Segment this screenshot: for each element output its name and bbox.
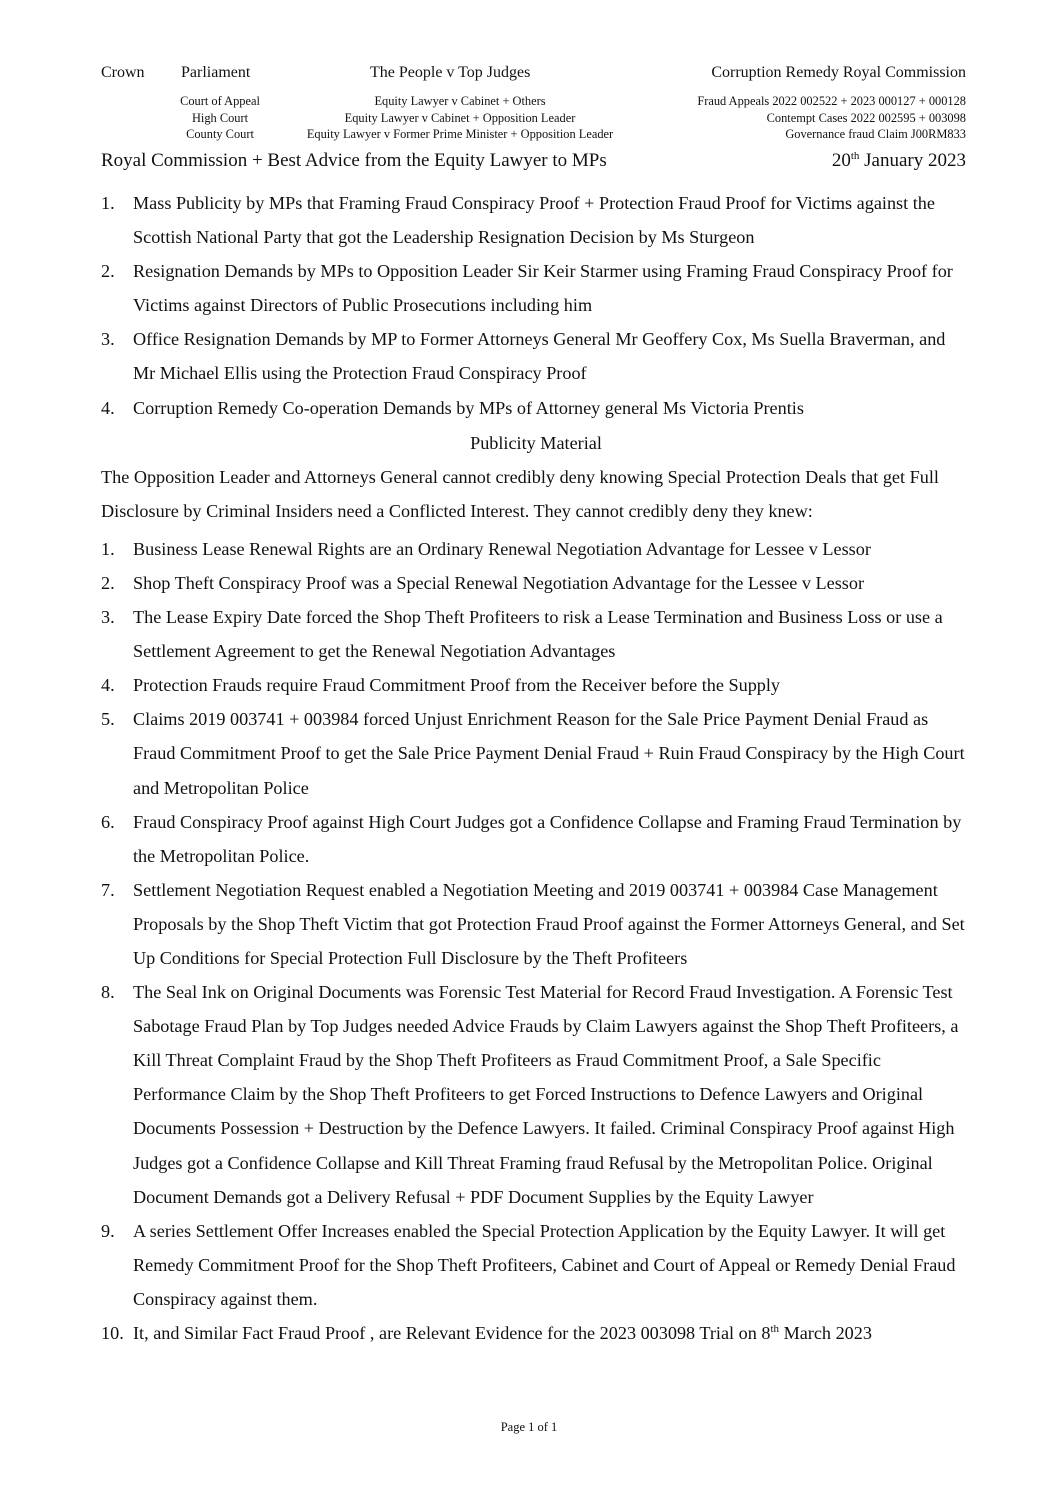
item-number: 1. xyxy=(101,538,115,559)
fact-item xyxy=(101,1316,971,1350)
item-number: 3. xyxy=(101,329,115,350)
date-rest: January 2023 xyxy=(859,150,966,171)
item-text: The Lease Expiry Date forced the Shop Theft Profiteers to risk a Lease Termination and Business Loss or use a Settlement Agreement to get the Renewal Negotiation Advantages xyxy=(133,607,943,662)
reference-line: Fraud Appeals 2022 002522 + 2023 000127 + 000128 xyxy=(697,94,966,108)
item-text: Business Lease Renewal Rights are an Ordinary Renewal Negotiation Advantage for Lessee v Lessor xyxy=(133,538,871,559)
item-text: Resignation Demands by MPs to Opposition Leader Sir Keir Starmer using Framing Fraud Conspiracy Proof for Victims against Directors of Public Prosecutions including him xyxy=(133,261,953,316)
document-title-row xyxy=(101,150,966,176)
item-text: Fraud Conspiracy Proof against High Court Judges got a Confidence Collapse and Framing Fraud Termination by the Metropolitan Police. xyxy=(133,811,962,866)
court-line: High Court xyxy=(191,110,249,125)
header-parliament: Parliament xyxy=(181,64,251,81)
reference-line: Contempt Cases 2022 002595 + 003098 xyxy=(766,110,966,125)
document-body xyxy=(101,186,971,1350)
item-text: A series Settlement Offer Increases enabled the Special Protection Application by the Equity Lawyer. It will get Remedy Commitment Proof for the Shop Theft Profiteers, Cabinet and Court of Appeal or Remedy Denial Fraud Conspiracy against them. xyxy=(133,1220,956,1309)
item-text: Shop Theft Conspiracy Proof was a Special Renewal Negotiation Advantage for the Lessee v Lessor xyxy=(133,572,865,593)
section-heading: Publicity Material xyxy=(470,432,602,453)
court-line: Court of Appeal xyxy=(180,94,260,108)
court-line: County Court xyxy=(186,127,254,141)
item-text: Settlement Negotiation Request enabled a Negotiation Meeting and 2019 003741 + 003984 Case Management Proposals by the Shop Theft Victim that got Protection Fraud Proof against the Former Attorneys General, and Set Up Conditions for Special Protection Full Disclosure by the Theft Profiteers xyxy=(133,879,965,968)
demand-item xyxy=(101,322,971,390)
fact-item xyxy=(101,702,971,804)
demands-list xyxy=(101,186,971,425)
fact-item xyxy=(101,873,971,975)
item-text: Office Resignation Demands by MP to Former Attorneys General Mr Geoffery Cox, Ms Suella Braverman, and Mr Michael Ellis using the Protection Fraud Conspiracy Proof xyxy=(133,329,946,384)
item-text: Mass Publicity by MPs that Framing Fraud Conspiracy Proof + Protection Fraud Proof for Victims against the Scottish National Party that got the Leadership Resignation Decision by Ms Sturgeon xyxy=(133,193,935,248)
case-line: Equity Lawyer v Former Prime Minister + Opposition Leader xyxy=(306,127,614,141)
demand-item xyxy=(101,254,971,322)
intro-paragraph: The Opposition Leader and Attorneys General cannot credibly deny knowing Special Protection Deals that get Full Disclosure by Criminal Insiders need a Conflicted Interest. They cannot credibly deny they knew: xyxy=(101,466,939,521)
item-number: 2. xyxy=(101,261,115,282)
item-text-after: March 2023 xyxy=(779,1323,872,1343)
header-crown: Crown xyxy=(101,64,145,81)
fact-item xyxy=(101,1214,971,1316)
document-title: Royal Commission + Best Advice from the Equity Lawyer to MPs xyxy=(101,150,607,171)
item-number: 4. xyxy=(101,675,115,696)
date-day: 20 xyxy=(831,150,851,171)
fact-item xyxy=(101,566,971,600)
item-number: 10. xyxy=(101,1323,124,1343)
reference-line: Governance fraud Claim J00RM833 xyxy=(785,127,966,141)
item-number: 6. xyxy=(101,811,115,832)
case-line: Equity Lawyer v Cabinet + Opposition Leader xyxy=(344,110,576,125)
item-number: 8. xyxy=(101,982,115,1003)
item-text xyxy=(133,1323,872,1343)
header-people-v-judges: The People v Top Judges xyxy=(370,64,531,81)
item-text-before: It, and Similar Fact Fraud Proof , are Relevant Evidence for the 2023 003098 Trial on 8 xyxy=(133,1323,771,1343)
header-courts xyxy=(160,93,280,143)
item-number: 3. xyxy=(101,607,115,628)
facts-list xyxy=(101,532,971,1350)
ordinal-suffix: th xyxy=(770,1323,780,1335)
item-number: 7. xyxy=(101,879,115,900)
item-text: Corruption Remedy Co-operation Demands by MPs of Attorney general Ms Victoria Prentis xyxy=(133,397,804,418)
fact-item xyxy=(101,668,971,702)
fact-item xyxy=(101,975,971,1214)
item-number: 2. xyxy=(101,572,115,593)
demand-item xyxy=(101,391,971,425)
fact-item xyxy=(101,805,971,873)
item-number: 9. xyxy=(101,1220,115,1241)
fact-item xyxy=(101,532,971,566)
date-suffix: th xyxy=(850,150,860,162)
header-royal-commission: Corruption Remedy Royal Commission xyxy=(711,64,966,81)
item-number: 5. xyxy=(101,709,115,730)
item-number: 1. xyxy=(101,193,115,213)
page-number-footer: Page 1 of 1 xyxy=(500,1420,558,1434)
document-date xyxy=(832,150,966,172)
item-text: Protection Frauds require Fraud Commitment Proof from the Receiver before the Supply xyxy=(133,675,781,696)
item-text: Claims 2019 003741 + 003984 forced Unjust Enrichment Reason for the Sale Price Payment Denial Fraud as Fraud Commitment Proof to get the Sale Price Payment Denial Fraud + Ruin Fraud Conspiracy by the High Court and Metropolitan Police xyxy=(133,709,965,798)
item-number: 4. xyxy=(101,397,115,418)
header-columns xyxy=(0,64,1058,86)
case-line: Equity Lawyer v Cabinet + Others xyxy=(374,94,546,108)
demand-item xyxy=(101,186,971,254)
fact-item xyxy=(101,600,971,668)
header-references xyxy=(586,93,966,143)
item-text: The Seal Ink on Original Documents was Forensic Test Material for Record Fraud Investigation. A Forensic Test Sabotage Fraud Plan by Top Judges needed Advice Frauds by Claim Lawyers against the Shop Theft Profiteers, a Kill Threat Complaint Fraud by the Shop Theft Profiteers as Fraud Commitment Proof, a Sale Specific Performance Claim by the Shop Theft Profiteers to get Forced Instructions to Defence Lawyers and Original Documents Possession + Destruction by the Defence Lawyers. It failed. Criminal Conspiracy Proof against High Judges got a Confidence Collapse and Kill Threat Framing fraud Refusal by the Metropolitan Police. Original Document Demands got a Delivery Refusal + PDF Document Supplies by the Equity Lawyer xyxy=(133,982,959,1207)
